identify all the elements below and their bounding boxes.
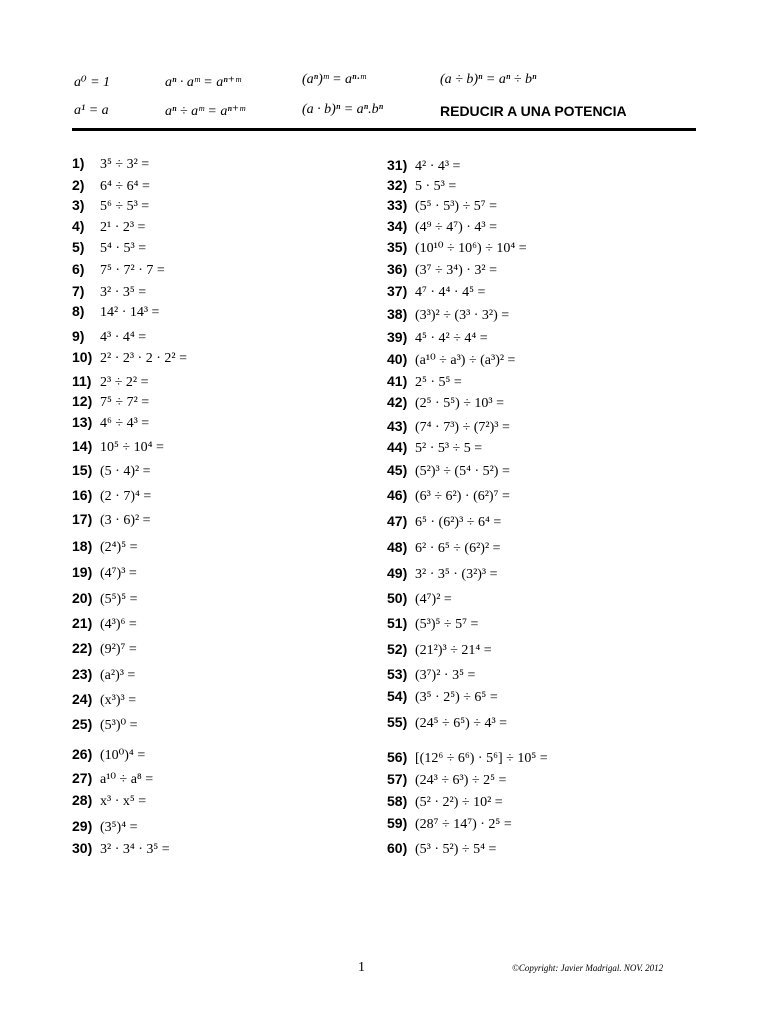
exercise-item xyxy=(72,373,148,391)
exercise-expression: (5³)⁵ ÷ 5⁷ = xyxy=(415,617,479,632)
exercise-expression: (3⁷ ÷ 3⁴) · 3² = xyxy=(415,263,498,278)
exercise-expression: (3⁵)⁴ = xyxy=(100,820,138,835)
exercise-item xyxy=(387,590,452,608)
exercise-expression: 2¹ · 2³ = xyxy=(100,220,146,235)
exercise-item xyxy=(387,815,512,833)
exercise-item xyxy=(387,793,503,811)
exercise-expression: x³ · x⁵ = xyxy=(100,794,147,809)
exercise-number: 45) xyxy=(387,462,408,478)
exercise-item xyxy=(72,303,159,321)
exercise-expression: 4³ · 4⁴ = xyxy=(100,330,147,345)
copyright-notice: ©Copyright: Javier Madrigal. NOV. 2012 xyxy=(512,963,664,973)
exercise-expression: 3⁵ ÷ 3² = xyxy=(100,157,150,172)
exercise-number: 56) xyxy=(387,749,408,765)
exercise-item xyxy=(72,328,146,346)
rule-zero-exponent: a⁰ = 1 xyxy=(74,75,111,90)
exercise-number: 48) xyxy=(387,539,408,555)
exercise-number: 20) xyxy=(72,590,93,606)
exercise-expression: (3⁷)² · 3⁵ = xyxy=(415,668,476,683)
exercise-number: 36) xyxy=(387,261,408,277)
exercise-expression: (4⁷)³ = xyxy=(100,566,137,581)
exercise-expression: (6³ ÷ 6²) · (6²)⁷ = xyxy=(415,489,510,504)
exercise-expression: (10¹⁰ ÷ 10⁶) ÷ 10⁴ = xyxy=(415,241,527,256)
exercise-item xyxy=(72,438,164,456)
exercise-number: 52) xyxy=(387,641,408,657)
exercise-expression: 5⁴ · 5³ = xyxy=(100,241,147,256)
header-divider xyxy=(72,128,696,131)
exercise-item xyxy=(72,640,137,658)
exercise-item xyxy=(387,565,498,583)
exercise-expression: (4⁹ ÷ 4⁷) · 4³ = xyxy=(415,220,498,235)
exercise-item xyxy=(72,155,149,173)
exercise-item xyxy=(387,714,507,732)
exercise-expression: 2² · 2³ · 2 · 2² = xyxy=(100,351,187,366)
exercise-number: 2) xyxy=(72,177,85,193)
exercise-number: 10) xyxy=(72,349,93,365)
exercise-number: 26) xyxy=(72,746,93,762)
exercise-number: 27) xyxy=(72,770,93,786)
exercise-number: 58) xyxy=(387,793,408,809)
exercise-number: 14) xyxy=(72,438,93,454)
exercise-expression: (5²)³ ÷ (5⁴ · 5²) = xyxy=(415,464,510,479)
exercise-number: 55) xyxy=(387,714,408,730)
exercise-number: 22) xyxy=(72,640,93,656)
exercise-item xyxy=(387,177,456,195)
exercise-item xyxy=(387,283,485,301)
exercise-number: 5) xyxy=(72,239,85,255)
exercise-number: 24) xyxy=(72,691,93,707)
exercise-number: 44) xyxy=(387,439,408,455)
exercise-expression: (a²)³ = xyxy=(100,668,136,683)
exercise-item xyxy=(72,393,149,411)
exercise-item xyxy=(387,749,548,767)
exercise-expression: (9²)⁷ = xyxy=(100,642,137,657)
exercise-item xyxy=(72,414,149,432)
exercise-item xyxy=(387,771,506,789)
exercise-item xyxy=(72,590,137,608)
exercise-expression: 5 · 5³ = xyxy=(415,179,457,194)
exercise-item xyxy=(72,283,146,301)
exercise-expression: (7⁴ · 7³) ÷ (7²)³ = xyxy=(415,420,510,435)
exercise-expression: (2⁴)⁵ = xyxy=(100,540,138,555)
exercise-expression: 4⁷ · 4⁴ · 4⁵ = xyxy=(415,285,486,300)
exercise-number: 42) xyxy=(387,394,408,410)
exercise-number: 9) xyxy=(72,328,85,344)
exercise-expression: (5³)⁰ = xyxy=(100,718,138,733)
exercise-expression: (4³)⁶ = xyxy=(100,617,137,632)
exercise-item xyxy=(72,691,136,709)
exercise-item xyxy=(387,840,496,858)
exercise-item xyxy=(387,666,475,684)
exercise-expression: 2⁵ · 5⁵ = xyxy=(415,375,462,390)
exercise-expression: 3² · 3⁵ · (3²)³ = xyxy=(415,567,498,582)
exercise-item xyxy=(72,218,145,236)
exercise-number: 46) xyxy=(387,487,408,503)
exercise-item xyxy=(387,688,498,706)
exercise-expression: 4⁵ · 4² ÷ 4⁴ = xyxy=(415,331,488,346)
exercise-item xyxy=(72,770,153,788)
exercise-item xyxy=(72,261,165,279)
exercise-number: 3) xyxy=(72,197,85,213)
exercise-number: 54) xyxy=(387,688,408,704)
exercise-number: 59) xyxy=(387,815,408,831)
exercise-expression: (5 · 4)² = xyxy=(100,464,151,479)
exercise-item xyxy=(387,261,497,279)
exercise-number: 23) xyxy=(72,666,93,682)
exercise-item xyxy=(387,239,527,257)
exercise-number: 30) xyxy=(72,840,93,856)
exercise-number: 25) xyxy=(72,716,93,732)
exercise-number: 16) xyxy=(72,487,93,503)
exercise-number: 47) xyxy=(387,513,408,529)
exercise-expression: 6² · 6⁵ ÷ (6²)² = xyxy=(415,541,501,556)
exercise-expression: 6⁵ · (6²)³ ÷ 6⁴ = xyxy=(415,515,502,530)
exercise-expression: 10⁵ ÷ 10⁴ = xyxy=(100,440,164,455)
exercise-number: 38) xyxy=(387,306,408,322)
exercise-item xyxy=(72,716,138,734)
exercise-expression: 7⁵ ÷ 7² = xyxy=(100,395,150,410)
exercise-item xyxy=(387,329,488,347)
exercise-expression: 3² · 3⁵ = xyxy=(100,285,147,300)
exercise-item xyxy=(72,177,150,195)
exercise-number: 12) xyxy=(72,393,93,409)
exercise-number: 4) xyxy=(72,218,85,234)
exercise-item xyxy=(387,157,460,175)
exercise-item xyxy=(387,197,497,215)
exercise-number: 57) xyxy=(387,771,408,787)
exercise-item xyxy=(387,394,504,412)
exercise-item xyxy=(387,487,510,505)
exercise-expression: 5² · 5³ ÷ 5 = xyxy=(415,441,483,456)
exercise-item xyxy=(72,564,137,582)
exercise-number: 32) xyxy=(387,177,408,193)
exercise-expression: (a¹⁰ ÷ a³) ÷ (a³)² = xyxy=(415,353,516,368)
exercise-item xyxy=(387,418,510,436)
exercise-item xyxy=(72,538,137,556)
exercise-item xyxy=(72,818,137,836)
exercise-number: 1) xyxy=(72,155,85,171)
exercise-item xyxy=(387,373,462,391)
exercise-number: 53) xyxy=(387,666,408,682)
exercise-item xyxy=(72,615,137,633)
exercise-expression: a¹⁰ ÷ a⁸ = xyxy=(100,772,154,787)
exercise-number: 8) xyxy=(72,303,85,319)
exercise-number: 43) xyxy=(387,418,408,434)
exercise-number: 60) xyxy=(387,840,408,856)
exercise-expression: (3 · 6)² = xyxy=(100,513,151,528)
exercise-expression: (x³)³ = xyxy=(100,693,137,708)
exercise-expression: 3² · 3⁴ · 3⁵ = xyxy=(100,842,170,857)
rule-quotient-same-base: aⁿ ÷ aᵐ = aⁿ⁺ᵐ xyxy=(165,104,246,119)
exercise-expression: (5⁵)⁵ = xyxy=(100,592,138,607)
exercise-number: 28) xyxy=(72,792,93,808)
exercise-number: 21) xyxy=(72,615,93,631)
exercise-expression: 4⁶ ÷ 4³ = xyxy=(100,416,150,431)
exercise-number: 35) xyxy=(387,239,408,255)
exercise-number: 49) xyxy=(387,565,408,581)
exercise-expression: (5⁵ · 5³) ÷ 5⁷ = xyxy=(415,199,498,214)
exercise-item xyxy=(72,840,170,858)
exercise-number: 7) xyxy=(72,283,85,299)
exercise-item xyxy=(387,218,497,236)
exercise-number: 18) xyxy=(72,538,93,554)
exercise-item xyxy=(387,615,478,633)
exercise-number: 13) xyxy=(72,414,93,430)
exercise-item xyxy=(387,513,501,531)
exercise-item xyxy=(387,439,482,457)
exercise-item xyxy=(387,306,509,324)
exercise-expression: (24³ ÷ 6³) ÷ 2⁵ = xyxy=(415,773,507,788)
exercise-number: 39) xyxy=(387,329,408,345)
exercise-expression: (5³ · 5²) ÷ 5⁴ = xyxy=(415,842,497,857)
exercise-number: 15) xyxy=(72,462,93,478)
exercise-item xyxy=(72,792,146,810)
exercise-item xyxy=(72,462,151,480)
exercise-item xyxy=(387,462,510,480)
exercise-number: 6) xyxy=(72,261,85,277)
exercise-item xyxy=(387,351,515,369)
exercise-item xyxy=(72,746,145,764)
page-title: REDUCIR A UNA POTENCIA xyxy=(440,103,627,119)
exercise-expression: (2⁵ · 5⁵) ÷ 10³ = xyxy=(415,396,505,411)
exercise-number: 50) xyxy=(387,590,408,606)
exercise-item xyxy=(72,239,146,257)
exercise-expression: (2 · 7)⁴ = xyxy=(100,489,152,504)
exercise-number: 41) xyxy=(387,373,408,389)
exercise-expression: 2³ ÷ 2² = xyxy=(100,375,149,390)
rule-product-same-base: aⁿ · aᵐ = aⁿ⁺ᵐ xyxy=(165,75,241,90)
exercise-number: 29) xyxy=(72,818,93,834)
exercise-expression: (5² · 2²) ÷ 10² = xyxy=(415,795,503,810)
exercise-expression: (3³)² ÷ (3³ · 3²) = xyxy=(415,308,510,323)
exercise-number: 40) xyxy=(387,351,408,367)
exercise-expression: 4² · 4³ = xyxy=(415,159,461,174)
exercise-item xyxy=(72,487,151,505)
rule-power-of-power: (aⁿ)ᵐ = aⁿ·ᵐ xyxy=(302,72,366,87)
exercise-number: 17) xyxy=(72,511,93,527)
exercise-expression: (3⁵ · 2⁵) ÷ 6⁵ = xyxy=(415,690,498,705)
exercise-number: 33) xyxy=(387,197,408,213)
page-number: 1 xyxy=(358,960,365,975)
rule-power-of-quotient: (a ÷ b)ⁿ = aⁿ ÷ bⁿ xyxy=(440,72,537,87)
rule-power-of-product: (a · b)ⁿ = aⁿ.bⁿ xyxy=(302,102,383,117)
exercise-item xyxy=(72,666,135,684)
exercise-expression: [(12⁶ ÷ 6⁶) · 5⁶] ÷ 10⁵ = xyxy=(415,751,548,766)
exercise-number: 11) xyxy=(72,373,92,389)
exercise-expression: (28⁷ ÷ 14⁷) · 2⁵ = xyxy=(415,817,512,832)
exercise-expression: 7⁵ · 7² · 7 = xyxy=(100,263,165,278)
exercise-expression: (24⁵ ÷ 6⁵) ÷ 4³ = xyxy=(415,716,508,731)
exercise-number: 37) xyxy=(387,283,408,299)
exercise-number: 31) xyxy=(387,157,408,173)
exercise-number: 34) xyxy=(387,218,408,234)
exercise-expression: 14² · 14³ = xyxy=(100,305,160,320)
exercise-number: 19) xyxy=(72,564,93,580)
exercise-item xyxy=(72,511,151,529)
exercise-item xyxy=(72,349,187,367)
rule-exponent-one: a¹ = a xyxy=(74,103,109,118)
exercise-expression: 5⁶ ÷ 5³ = xyxy=(100,199,150,214)
exercise-expression: 6⁴ ÷ 6⁴ = xyxy=(100,179,150,194)
exercise-expression: (21²)³ ÷ 21⁴ = xyxy=(415,643,492,658)
exercise-item xyxy=(387,641,492,659)
exercise-number: 51) xyxy=(387,615,408,631)
exercise-item xyxy=(72,197,149,215)
exercise-item xyxy=(387,539,501,557)
exercise-expression: (4⁷)² = xyxy=(415,592,452,607)
exercise-expression: (10⁰)⁴ = xyxy=(100,748,146,763)
